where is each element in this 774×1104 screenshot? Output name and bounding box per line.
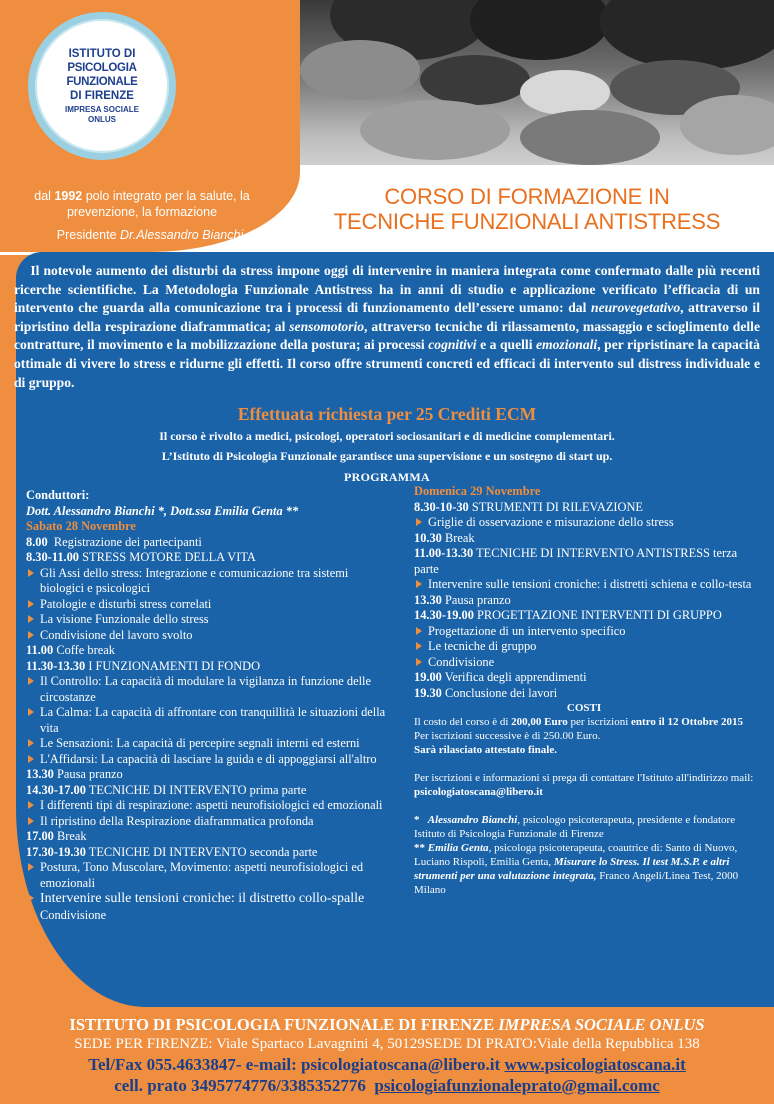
activity: TECNICHE DI INTERVENTO prima parte [88, 782, 307, 797]
costo-amount: 200,00 Euro [511, 716, 568, 728]
schedule-row [26, 550, 386, 566]
footnote-book: Misurare lo Stress. Il test M.S.P. e altri strumenti per una valutazione integrata, [414, 856, 730, 882]
tagline-year: 1992 [54, 189, 83, 203]
intro-text: , per ripristinare la capacità ottimale di vivere lo stress e ridurne gli effetti. Il corso offre strumenti concreti ed efficaci di intervento sul distress individuale e di gruppo. [14, 337, 760, 390]
footnote-text: Franco Angeli/Linea Test, 2000 Milano [414, 870, 739, 896]
support-info: L’Istituto di Psicologia Funzionale garantisce una supervisione e un sostegno di start up. [161, 449, 613, 463]
list-item: Intervenire sulle tensioni croniche: i distretti schiena e collo-testa [414, 577, 754, 593]
schedule-row [26, 643, 386, 659]
time: 8.30-10-30 [414, 499, 469, 514]
activity: TECNICHE DI INTERVENTO seconda parte [88, 844, 318, 859]
schedule-row [26, 829, 386, 845]
list-item: Progettazione di un intervento specifico [414, 624, 754, 640]
footer-institute-type: IMPRESA SOCIALE ONLUS [498, 1015, 705, 1034]
day-label: Domenica 29 Novembre [414, 484, 541, 498]
list-item: Condivisione [26, 908, 386, 924]
footer-contacts [0, 1055, 774, 1075]
footer-addresses: SEDE PER FIRENZE: Viale Spartaco Lavagnini 4, 50129SEDE DI PRATO:Viale della Repubblica 138 [74, 1036, 700, 1052]
time: 14.30-17.00 [26, 782, 86, 797]
intro-em: sensomotorio [289, 318, 365, 334]
footnote-genta [414, 841, 754, 897]
footer-institute [0, 1015, 774, 1035]
time: 11.00-13.30 [414, 546, 474, 560]
program-day1 [26, 488, 386, 923]
schedule-row [26, 535, 386, 551]
schedule-row [26, 845, 386, 861]
intro-text: , attraverso tecniche di rilassamento, massaggio e scioglimento delle contratture, il movimento e la mobilizzazione della postura; ai processi [14, 318, 760, 353]
footnote-name: Alessandro Bianchi [427, 814, 518, 826]
list-item: Gli Assi dello stress: Integrazione e comunicazione tra sistemi biologici e psicologici [26, 566, 386, 597]
logo-line: IMPRESA SOCIALE [65, 105, 139, 114]
president-name: Dr.Alessandro Bianchi [120, 228, 244, 242]
footer-institute-name: ISTITUTO DI PSICOLOGIA FUNZIONALE DI FIRENZE [69, 1015, 495, 1034]
activity: Pausa pranzo [445, 592, 511, 607]
time: 8.30-11.00 [26, 550, 80, 564]
course-title-line: CORSO DI FORMAZIONE IN [384, 184, 670, 209]
footer-prato-email-link[interactable]: psicologiafunzionaleprato@gmail.comc [374, 1076, 660, 1095]
list-item: Le tecniche di gruppo [414, 639, 754, 655]
intro-text: Il notevole aumento dei disturbi da stress impone oggi di intervenire in maniera integrata come confermato dalle più recenti ricerche scientifiche. La Metodologia Funzionale Antistress ha in anni di studio e applicazione verificato l’efficacia di un intervento che guarda alla comunicazione tra i processi di funzionamento dell’essere umano: dal [14, 263, 760, 316]
schedule-row [414, 608, 754, 624]
schedule-row [26, 783, 386, 799]
activity: STRESS MOTORE DELLA VITA [82, 550, 256, 564]
footnote-name: Emilia Genta [427, 842, 489, 854]
tagline-rest: polo integrato per la salute, la prevenzione, la formazione [66, 189, 250, 219]
costo-deadline: entro il 12 Ottobre 2015 [631, 716, 744, 728]
list-item: Le Sensazioni: La capacità di percepire segnali interni ed esterni [26, 736, 386, 752]
course-title [296, 184, 758, 234]
tagline-prefix: dal [34, 189, 51, 203]
list-item: La Calma: La capacità di affrontare con tranquillità le situazioni della vita [26, 705, 386, 736]
costo-part: per iscrizioni [570, 716, 629, 728]
time: 13.30 [26, 767, 54, 781]
logo-line: PSICOLOGIA FUNZIONALE [66, 62, 138, 88]
ecm-credits: Effettuata richiesta per 25 Crediti ECM [237, 404, 537, 424]
footnote-mark: ** [414, 842, 425, 854]
footnote-bianchi [414, 813, 754, 841]
logo-line: ISTITUTO DI [68, 48, 136, 60]
logo-line: DI FIRENZE [70, 90, 134, 102]
intro-em: neurovegetativo [591, 300, 681, 316]
footer-phone: Tel/Fax 055.4633847- e-mail: [88, 1055, 297, 1074]
institute-logo [28, 12, 176, 160]
activity: Conclusione dei lavori [445, 685, 558, 700]
footnote-mark: * [414, 814, 420, 826]
costi-label: COSTI [566, 702, 602, 714]
activity: STRUMENTI DI RILEVAZIONE [471, 499, 643, 514]
footer-website-link[interactable]: www.psicologiatoscana.it [504, 1055, 686, 1074]
list-item: Patologie e disturbi stress correlati [26, 597, 386, 613]
activity: PROGETTAZIONE INTERVENTI DI GRUPPO [477, 608, 722, 622]
schedule-row [26, 659, 386, 675]
list-item: Il Controllo: La capacità di modulare la vigilanza in funzione delle circostanze [26, 674, 386, 705]
intro-text: , attraverso il ripristino della respirazione diaframmatica; al [14, 300, 760, 334]
list-item: Griglie di osservazione e misurazione dello stress [414, 515, 754, 531]
intro-paragraph [14, 262, 760, 392]
schedule-row [414, 686, 754, 702]
list-item: Condivisione [414, 655, 754, 671]
president-label: Presidente [56, 228, 117, 242]
activity: Break [445, 530, 475, 545]
activity: Pausa pranzo [57, 767, 123, 781]
footnote-text: , psicologo psicoterapeuta, presidente e fondatore Istituto di Psicologia Funzionale di Firenze [414, 814, 736, 840]
activity: Registrazione dei partecipanti [53, 534, 202, 549]
conductors-names: Dott. Alessandro Bianchi *, Dott.ssa Emilia Genta ** [26, 503, 299, 518]
time: 19.30 [414, 685, 442, 700]
activity: I FUNZIONAMENTI DI FONDO [88, 658, 261, 673]
list-item: La visione Funzionale dello stress [26, 612, 386, 628]
schedule-row [414, 546, 754, 577]
time: 13.30 [414, 592, 442, 607]
costo-text [414, 715, 754, 729]
audience-info: Il corso è rivolto a medici, psicologi, operatori sociosanitari e di medicine complementari. [159, 429, 615, 443]
logo-line: ONLUS [88, 115, 116, 124]
schedule-row [414, 500, 754, 516]
time: 17.00 [26, 829, 54, 843]
time: 11.30-13.30 [26, 658, 86, 673]
attestato: Sarà rilasciato attestato finale. [414, 744, 557, 756]
intro-em: emozionali [536, 337, 598, 353]
schedule-row [414, 593, 754, 609]
schedule-row [26, 767, 386, 783]
costo-part: Il costo del corso è di [414, 716, 509, 728]
activity: Verifica degli apprendimenti [444, 670, 587, 684]
program-day2 [414, 484, 754, 897]
time: 17.30-19.30 [26, 844, 86, 859]
list-item: Postura, Tono Muscolare, Movimento: aspetti neurofisiologici ed emozionali [26, 860, 386, 891]
day-label: Sabato 28 Novembre [26, 519, 136, 533]
time: 8.00 [26, 534, 48, 549]
activity: TECNICHE DI INTERVENTO ANTISTRESS terza parte [414, 546, 738, 576]
conductors-label: Conduttori: [26, 488, 90, 502]
time: 11.00 [26, 643, 54, 657]
intro-em: cognitivi [428, 337, 477, 353]
tagline [4, 188, 280, 220]
president [30, 228, 270, 242]
activity: Coffe break [56, 643, 115, 657]
iscrizioni-text: Per iscrizioni e informazioni si prega di contattare l'Istituto all'indirizzo mail: [414, 772, 754, 784]
list-item: L'Affidarsi: La capacità di lasciare la guida e di appoggiarsi all'altro [26, 752, 386, 768]
activity: Break [57, 829, 87, 843]
schedule-row [414, 531, 754, 547]
course-title-line: TECNICHE FUNZIONALI ANTISTRESS [333, 209, 721, 234]
time: 14.30-19.00 [414, 608, 474, 622]
schedule-row [414, 670, 754, 686]
list-item: Il ripristino della Respirazione diaframmatica profonda [26, 814, 386, 830]
iscrizioni-info [414, 771, 754, 799]
time: 19.00 [414, 670, 442, 684]
footnote-text: , psicologa psicoterapeuta, coautrice di: Santo di Nuovo, Luciano Rispoli, Emilia Genta, [414, 842, 738, 868]
iscrizioni-email-link[interactable]: psicologiatoscana@libero.it [414, 786, 543, 798]
footer-prato [0, 1076, 774, 1096]
programma-title: PROGRAMMA [343, 470, 430, 484]
list-item: Condivisione del lavoro svolto [26, 628, 386, 644]
list-item: I differenti tipi di respirazione: aspetti neurofisiologici ed emozionali [26, 798, 386, 814]
time: 10.30 [414, 530, 442, 545]
intro-text: e a quelli [480, 337, 533, 353]
costo-late: Per iscrizioni successive è di 250.00 Euro. [414, 730, 601, 742]
list-item: Intervenire sulle tensioni croniche: il distretto collo-spalle [26, 891, 386, 908]
footer-cell: cell. prato 3495774776/3385352776 [114, 1076, 366, 1095]
footer-email-link[interactable]: psicologiatoscana@libero.it [301, 1055, 501, 1074]
